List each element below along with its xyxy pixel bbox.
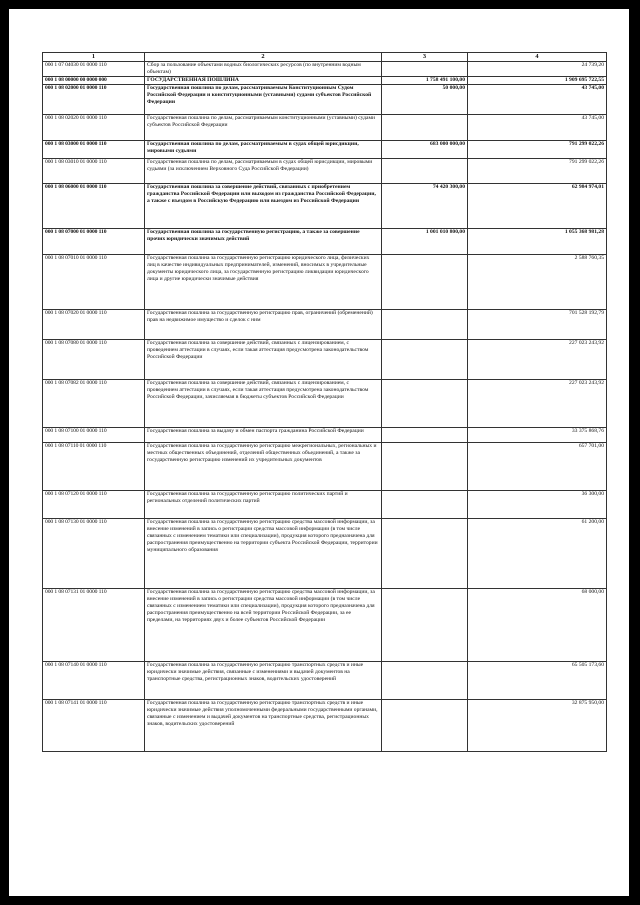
plan-amount-cell bbox=[382, 62, 468, 77]
budget-code-cell: 000 1 08 07140 01 0000 110 bbox=[43, 662, 145, 700]
table-row bbox=[43, 85, 607, 115]
fact-amount-cell: 2 588 760,35 bbox=[468, 255, 607, 310]
table-row bbox=[43, 310, 607, 340]
budget-code-cell: 000 1 07 04030 01 0000 110 bbox=[43, 62, 145, 77]
budget-code-cell: 000 1 08 07080 01 0000 110 bbox=[43, 340, 145, 380]
plan-amount-cell bbox=[382, 115, 468, 141]
revenue-name-cell: Государственная пошлина за государственную регистрацию политических партий и региональных отделений политических партий bbox=[145, 491, 382, 519]
revenue-name-cell: Государственная пошлина по делам, рассматриваемым Конституционным Судом Российской Федерации и конституционными (уставными) судами субъектов Российской Федерации bbox=[145, 85, 382, 115]
table-row bbox=[43, 115, 607, 141]
table-row bbox=[43, 229, 607, 255]
plan-amount-cell bbox=[382, 662, 468, 700]
fact-amount-cell: 36 300,00 bbox=[468, 491, 607, 519]
revenue-name-cell: Государственная пошлина по делам, рассматриваемым конституционными (уставными) судами субъектов Российской Федерации bbox=[145, 115, 382, 141]
table-header-row bbox=[43, 53, 607, 62]
table-row bbox=[43, 443, 607, 491]
fact-amount-cell: 701 528 192,79 bbox=[468, 310, 607, 340]
table-row bbox=[43, 428, 607, 443]
column-header-code: 1 bbox=[43, 53, 145, 62]
table-row bbox=[43, 340, 607, 380]
budget-code-cell: 000 1 08 03010 01 0000 110 bbox=[43, 159, 145, 184]
fact-amount-cell: 61 200,00 bbox=[468, 519, 607, 589]
table-row bbox=[43, 519, 607, 589]
document-page bbox=[9, 9, 629, 896]
table-row bbox=[43, 184, 607, 229]
revenue-name-cell: Государственная пошлина за совершение действий, связанных с приобретением гражданства Российской Федерации или выходом из гражданства Российской Федерации, а также с въездом в Российскую Федерацию или выездом из Российской Федерации bbox=[145, 184, 382, 229]
fact-amount-cell: 43 745,00 bbox=[468, 85, 607, 115]
fact-amount-cell: 32 875 950,00 bbox=[468, 700, 607, 752]
column-header-fact: 4 bbox=[468, 53, 607, 62]
plan-amount-cell bbox=[382, 519, 468, 589]
plan-amount-cell bbox=[382, 589, 468, 662]
plan-amount-cell bbox=[382, 443, 468, 491]
table-row bbox=[43, 589, 607, 662]
table-row bbox=[43, 491, 607, 519]
plan-amount-cell bbox=[382, 340, 468, 380]
fact-amount-cell: 227 023 243,92 bbox=[468, 380, 607, 428]
plan-amount-cell bbox=[382, 700, 468, 752]
table-row bbox=[43, 700, 607, 752]
revenue-name-cell: Государственная пошлина за государственную регистрацию средства массовой информации, за внесение изменений в запись о регистрации средства массовой информации (в том числе связанных с изменением тематики или специализации), продукция которого предназначена для распространения преимущественно на всей территории Российской Федерации, за ее пределами, на территориях двух и более субъектов Российской Федерации bbox=[145, 589, 382, 662]
fact-amount-cell: 227 023 243,92 bbox=[468, 340, 607, 380]
plan-amount-cell bbox=[382, 255, 468, 310]
fact-amount-cell: 68 000,00 bbox=[468, 589, 607, 662]
budget-code-cell: 000 1 08 02020 01 0000 110 bbox=[43, 115, 145, 141]
revenue-name-cell: Государственная пошлина за государственную регистрацию юридического лица, физических лиц в качестве индивидуальных предпринимателей, изменений, вносимых в учредительные документы юридического лица, за государственную регистрацию ликвидации юридического лица и другие юридически значимые действия bbox=[145, 255, 382, 310]
fact-amount-cell: 24 739,20 bbox=[468, 62, 607, 77]
table-body bbox=[43, 62, 607, 752]
plan-amount-cell: 1 758 491 100,00 bbox=[382, 77, 468, 85]
column-header-name: 2 bbox=[145, 53, 382, 62]
fact-amount-cell: 791 299 022,26 bbox=[468, 141, 607, 159]
fact-amount-cell: 62 984 974,01 bbox=[468, 184, 607, 229]
budget-code-cell: 000 1 08 07141 01 0000 110 bbox=[43, 700, 145, 752]
budget-code-cell: 000 1 08 07000 01 0000 110 bbox=[43, 229, 145, 255]
revenue-name-cell: Государственная пошлина по делам, рассматриваемым в судах общей юрисдикции, мировыми судьями (за исключением Верховного Суда Российской Федерации) bbox=[145, 159, 382, 184]
plan-amount-cell: 1 001 010 800,00 bbox=[382, 229, 468, 255]
fact-amount-cell: 33 375 868,76 bbox=[468, 428, 607, 443]
budget-code-cell: 000 1 08 07010 01 0000 110 bbox=[43, 255, 145, 310]
revenue-name-cell: Сбор за пользование объектами водных биологических ресурсов (по внутренним водным объектам) bbox=[145, 62, 382, 77]
plan-amount-cell bbox=[382, 428, 468, 443]
plan-amount-cell: 50 000,00 bbox=[382, 85, 468, 115]
budget-code-cell: 000 1 08 07082 01 0000 110 bbox=[43, 380, 145, 428]
budget-code-cell: 000 1 08 07020 01 0000 110 bbox=[43, 310, 145, 340]
revenue-name-cell: Государственная пошлина за государственную регистрацию транспортных средств и иные юридически значимые действия, связанные с изменениями и выдачей документов на транспортные средства, регистрационных знаков, водительских удостоверений bbox=[145, 662, 382, 700]
budget-code-cell: 000 1 08 02000 01 0000 110 bbox=[43, 85, 145, 115]
budget-code-cell: 000 1 08 07131 01 0000 110 bbox=[43, 589, 145, 662]
table-row bbox=[43, 380, 607, 428]
table-row bbox=[43, 62, 607, 77]
table-row bbox=[43, 141, 607, 159]
table-row bbox=[43, 255, 607, 310]
plan-amount-cell: 683 000 000,00 bbox=[382, 141, 468, 159]
fact-amount-cell: 1 055 368 981,28 bbox=[468, 229, 607, 255]
table-row bbox=[43, 77, 607, 85]
revenue-name-cell: ГОСУДАРСТВЕННАЯ ПОШЛИНА bbox=[145, 77, 382, 85]
revenue-name-cell: Государственная пошлина за государственную регистрацию прав, ограничений (обременений) прав на недвижимое имущество и сделок с ним bbox=[145, 310, 382, 340]
fact-amount-cell: 43 745,00 bbox=[468, 115, 607, 141]
budget-code-cell: 000 1 08 07120 01 0000 110 bbox=[43, 491, 145, 519]
plan-amount-cell: 74 420 300,00 bbox=[382, 184, 468, 229]
plan-amount-cell bbox=[382, 310, 468, 340]
budget-code-cell: 000 1 08 07100 01 0000 110 bbox=[43, 428, 145, 443]
budget-code-cell: 000 1 08 07110 01 0000 110 bbox=[43, 443, 145, 491]
table-row bbox=[43, 159, 607, 184]
revenue-name-cell: Государственная пошлина за совершение действий, связанных с лицензированием, с проведением аттестации в случаях, если такая аттестация предусмотрена законодательством Российской Федерации bbox=[145, 340, 382, 380]
revenue-name-cell: Государственная пошлина за государственную регистрацию, а также за совершение прочих юридически значимых действий bbox=[145, 229, 382, 255]
plan-amount-cell bbox=[382, 159, 468, 184]
fact-amount-cell: 1 909 695 722,55 bbox=[468, 77, 607, 85]
column-header-plan: 3 bbox=[382, 53, 468, 62]
budget-code-cell: 000 1 08 03000 01 0000 110 bbox=[43, 141, 145, 159]
table-row bbox=[43, 662, 607, 700]
revenue-name-cell: Государственная пошлина за выдачу и обмен паспорта гражданина Российской Федерации bbox=[145, 428, 382, 443]
plan-amount-cell bbox=[382, 380, 468, 428]
revenue-table bbox=[42, 52, 607, 752]
budget-code-cell: 000 1 08 06000 01 0000 110 bbox=[43, 184, 145, 229]
fact-amount-cell: 65 505 173,60 bbox=[468, 662, 607, 700]
budget-code-cell: 000 1 08 07130 01 0000 110 bbox=[43, 519, 145, 589]
plan-amount-cell bbox=[382, 491, 468, 519]
revenue-name-cell: Государственная пошлина за государственную регистрацию транспортных средств и иные юридически значимые действия уполномоченными федеральными государственными органами, связанные с изменением и выдачей документов на транспортные средства, регистрационных знаков, водительских удостоверений bbox=[145, 700, 382, 752]
fact-amount-cell: 791 299 022,26 bbox=[468, 159, 607, 184]
revenue-name-cell: Государственная пошлина по делам, рассматриваемым в судах общей юрисдикции, мировыми судьями bbox=[145, 141, 382, 159]
budget-code-cell: 000 1 08 00000 00 0000 000 bbox=[43, 77, 145, 85]
revenue-name-cell: Государственная пошлина за государственную регистрацию средства массовой информации, за внесение изменений в запись о регистрации средства массовой информации (в том числе связанных с изменением тематики или специализации), продукция которого предназначена для распространения преимущественно на территории субъекта Российской Федерации, территории муниципального образования bbox=[145, 519, 382, 589]
revenue-name-cell: Государственная пошлина за государственную регистрацию межрегиональных, региональных и местных общественных объединений, отделений общественных объединений, а также за государственную регистрацию изменений их учредительных документов bbox=[145, 443, 382, 491]
revenue-name-cell: Государственная пошлина за совершение действий, связанных с лицензированием, с проведением аттестации в случаях, если такая аттестация предусмотрена законодательством Российской Федерации, зачисляемая в бюджеты субъектов Российской Федерации bbox=[145, 380, 382, 428]
fact-amount-cell: 657 701,00 bbox=[468, 443, 607, 491]
